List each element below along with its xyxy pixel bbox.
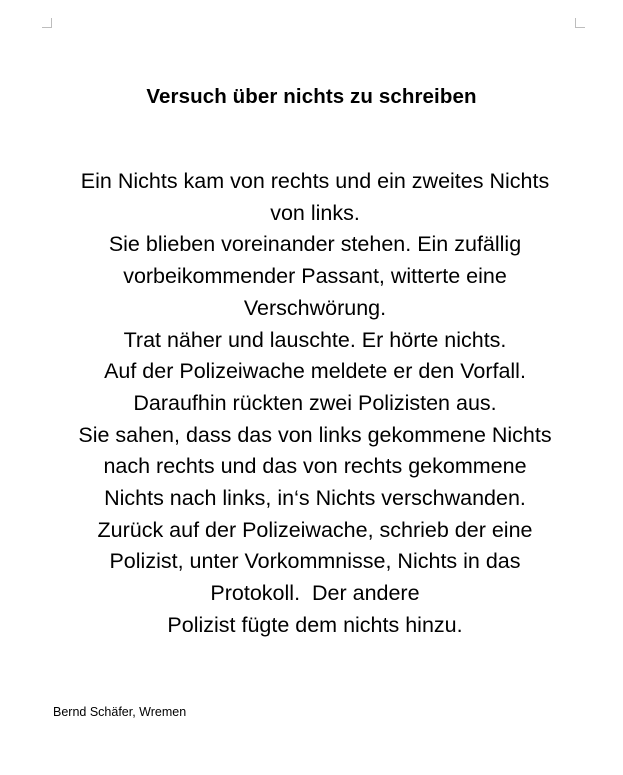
poem-title: Versuch über nichts zu schreiben — [146, 85, 477, 108]
poem-line: Sie sahen, dass das von links gekommene Nichts — [78, 422, 552, 447]
poem-line: nach rechts und das von rechts gekommene — [103, 454, 527, 479]
poem-line: Nichts nach links, in‘s Nichts verschwanden. — [104, 486, 526, 511]
poem-line: Ein Nichts kam von rechts und ein zweites Nichts — [80, 169, 550, 193]
crop-mark-top-left — [42, 18, 52, 28]
poem-line: Sie blieben voreinander stehen. Ein zufällig — [108, 232, 522, 257]
poem-line: Protokoll. Der andere — [210, 581, 420, 606]
crop-mark-top-right — [575, 18, 585, 28]
poem-line: Zurück auf der Polizeiwache, schrieb der eine — [97, 517, 533, 542]
poem-line: vorbeikommender Passant, witterte eine — [123, 264, 507, 289]
poem-line: Polizist fügte dem nichts hinzu. — [167, 612, 463, 637]
poem-line: Polizist, unter Vorkommnisse, Nichts in das — [109, 549, 521, 574]
poem-body — [50, 166, 580, 642]
poem-line: von links. — [270, 200, 360, 225]
poem-line: Verschwörung. — [243, 295, 387, 320]
poem-line: Daraufhin rückten zwei Polizisten aus. — [133, 390, 497, 415]
poem-line: Trat näher und lauschte. Er hörte nichts. — [123, 327, 507, 352]
author-signature: Bernd Schäfer, Wremen — [53, 705, 187, 719]
poem-line: Auf der Polizeiwache meldete er den Vorfall. — [104, 359, 526, 384]
